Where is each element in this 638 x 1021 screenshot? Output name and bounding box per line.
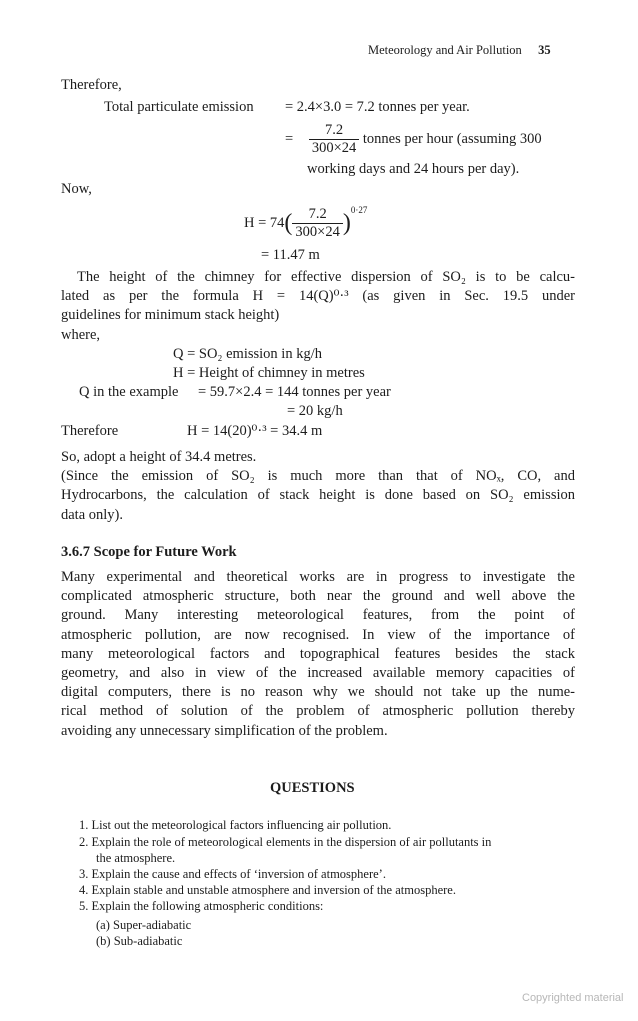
fraction-hourly (309, 122, 359, 157)
paragraph-line: rical method of solution of the problem of atmospheric pollution thereby (61, 703, 575, 720)
question-item: 1. List out the meteorological factors influencing air pollution. (79, 818, 392, 832)
question-subitem: (b) Sub-adiabatic (96, 934, 183, 948)
fraction-denominator: 300×24 (309, 139, 359, 157)
paragraph-line: lated as per the formula H = 14(Q)⁰·³ (as given in Sec. 19.5 under (61, 288, 575, 305)
copyright-watermark: Copyrighted material (522, 992, 624, 1004)
paragraph-line: Hydrocarbons, the calculation of stack height is done based on SO₂ emission (61, 487, 575, 504)
equals-sign: = (285, 130, 294, 147)
paragraph-line: The height of the chimney for effective dispersion of SO₂ is to be calcu- (77, 269, 575, 285)
total-particulate-label: Total particulate emission (104, 99, 254, 115)
paragraph-line: many meteorological factors and topographical features besides the stack (61, 645, 575, 662)
question-subitem: (a) Super-adiabatic (96, 918, 192, 932)
q-example-value: = 59.7×2.4 = 144 tonnes per year (198, 384, 391, 400)
final-height-equation: H = 14(20)⁰·³ = 34.4 m (187, 423, 323, 439)
height-denominator: 300×24 (292, 223, 342, 241)
running-header (368, 43, 551, 58)
where-label: where, (61, 326, 101, 343)
page-number: 35 (538, 43, 551, 57)
q-example-label: Q in the example (79, 384, 179, 400)
future-work-paragraph (61, 568, 575, 741)
fraction-numerator: 7.2 (324, 122, 344, 138)
paragraph-line: atmospheric pollution, are now recognised. In view of the importance of (61, 626, 575, 643)
therefore-label: Therefore, (61, 77, 122, 93)
therefore-label-2: Therefore (61, 423, 119, 439)
paragraph-line: digital computers, there is no reason why we should not take up the nume- (61, 684, 575, 701)
adopt-height-paragraph (61, 448, 575, 525)
chimney-formula-paragraph (61, 268, 575, 345)
height-exponent: 0·27 (350, 205, 368, 215)
q-definition: Q = SO₂ emission in kg/h (173, 346, 322, 362)
height-lhs: H = 74 (244, 215, 285, 231)
height-numerator: 7.2 (308, 206, 327, 223)
now-label: Now, (61, 181, 92, 197)
hourly-emission-equation (285, 122, 542, 157)
question-item: 4. Explain stable and unstable atmosphere and inversion of the atmosphere. (79, 883, 456, 897)
question-item: 2. Explain the role of meteorological elements in the dispersion of air pollutants in (79, 835, 492, 849)
height-result: = 11.47 m (261, 247, 320, 263)
q-example-value-kgh: = 20 kg/h (287, 403, 343, 419)
paragraph-line: data only). (61, 506, 124, 523)
paragraph-line: ground. Many interesting meteorological features, from the point of (61, 607, 575, 624)
fraction-height (292, 206, 342, 241)
question-item: 3. Explain the cause and effects of ‘inversion of atmosphere’. (79, 867, 386, 881)
section-heading: 3.6.7 Scope for Future Work (61, 544, 237, 560)
question-item-continuation: the atmosphere. (96, 851, 176, 865)
questions-heading: QUESTIONS (270, 780, 355, 796)
question-item: 5. Explain the following atmospheric conditions: (79, 899, 324, 913)
total-particulate-value: = 2.4×3.0 = 7.2 tonnes per year. (285, 99, 470, 115)
paragraph-line: So, adopt a height of 34.4 metres. (61, 449, 257, 465)
paragraph-line: Many experimental and theoretical works are in progress to investigate the (61, 569, 575, 585)
paragraph-line: complicated atmospheric structure, both near the ground and well above the (61, 588, 575, 605)
h-definition: H = Height of chimney in metres (173, 365, 365, 381)
paragraph-line: (Since the emission of SO₂ is much more than that of NOₓ, CO, and (61, 468, 575, 485)
paragraph-line: avoiding any unnecessary simplification of the problem. (61, 722, 388, 739)
assumption-continuation: working days and 24 hours per day). (307, 161, 520, 177)
paragraph-line: geometry, and also in view of the increased available memory capacities of (61, 665, 575, 682)
hourly-emission-text: tonnes per hour (assuming 300 (362, 130, 542, 147)
chimney-height-equation: H = 74( $\frac{7.2}{300\times 24}$ )$^{0\cdot 27}$ (244, 205, 368, 241)
running-title: Meteorology and Air Pollution (368, 43, 522, 57)
paragraph-line: guidelines for minimum stack height) (61, 307, 280, 324)
